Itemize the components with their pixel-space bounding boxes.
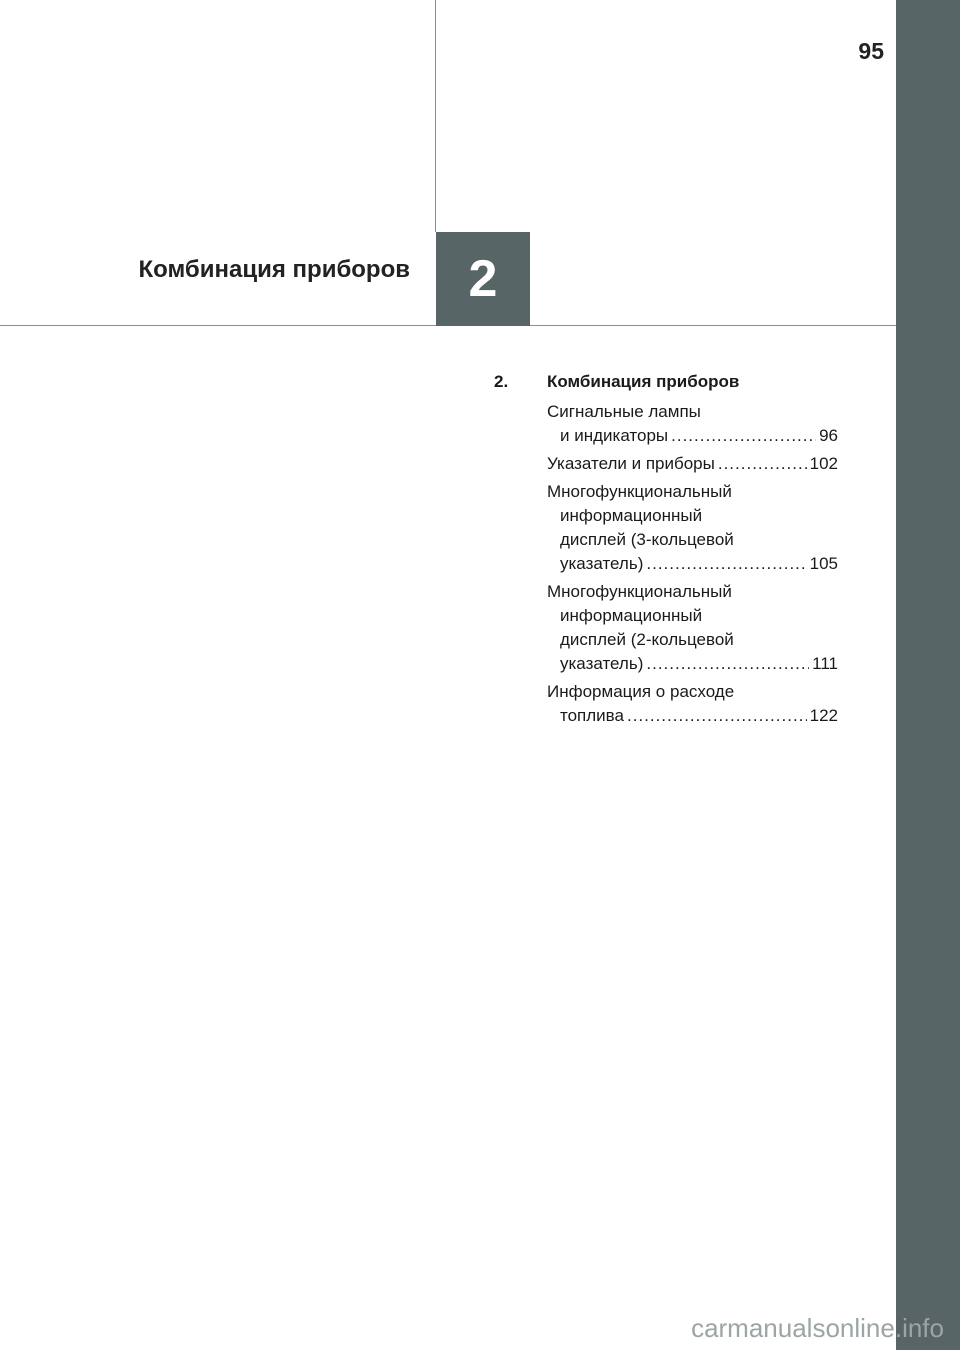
toc-section-heading [494,370,838,394]
toc-entry-line: дисплей (2-кольцевой [560,630,734,649]
toc-entry[interactable] [547,680,838,728]
dot-leader [671,424,816,448]
chapter-title: Комбинация приборов [138,256,410,283]
toc-entry-line: Сигнальные лампы [547,402,701,421]
toc-entry[interactable] [547,452,838,476]
chapter-number: 2 [468,250,498,308]
toc-entry-page: 96 [819,426,838,445]
toc-entry-last-line [547,552,838,576]
toc-entry-line: Многофункциональный [547,582,732,601]
toc-entry[interactable] [547,480,838,576]
toc-entry-text: Указатели и приборы [547,454,715,473]
toc-entry-line: Многофункциональный [547,482,732,501]
dot-leader [646,652,809,676]
toc-entry-text: указатель) [560,554,644,573]
toc-entry-last-line [547,452,838,476]
toc-section-title: Комбинация приборов [547,372,740,391]
side-chapter-tab [896,0,960,1350]
toc-entry-page: 122 [809,706,838,725]
toc-entry-text: и индикаторы [560,426,669,445]
toc-section-number: 2. [494,372,509,391]
dot-leader [718,452,807,476]
toc-entry-page: 111 [812,654,838,673]
vertical-divider [435,0,436,232]
table-of-contents [494,370,838,732]
toc-entry-line: дисплей (3-кольцевой [560,530,734,549]
toc-entry-last-line [547,652,838,676]
toc-entry[interactable] [547,580,838,676]
watermark: carmanualsonline.info [691,1313,944,1343]
chapter-number-box [436,232,530,326]
page-number: 95 [858,38,884,64]
toc-entry-text: указатель) [560,654,644,673]
toc-entry-last-line [547,704,838,728]
toc-entry-page: 102 [809,454,838,473]
toc-entry-line: информационный [560,506,703,525]
toc-entry[interactable] [547,400,838,448]
dot-leader [646,552,806,576]
toc-entry-line: Информация о расходе [547,682,735,701]
toc-entry-line: информационный [560,606,703,625]
toc-entry-text: топлива [560,706,624,725]
dot-leader [627,704,807,728]
toc-entry-page: 105 [809,554,838,573]
toc-entry-last-line [547,424,838,448]
